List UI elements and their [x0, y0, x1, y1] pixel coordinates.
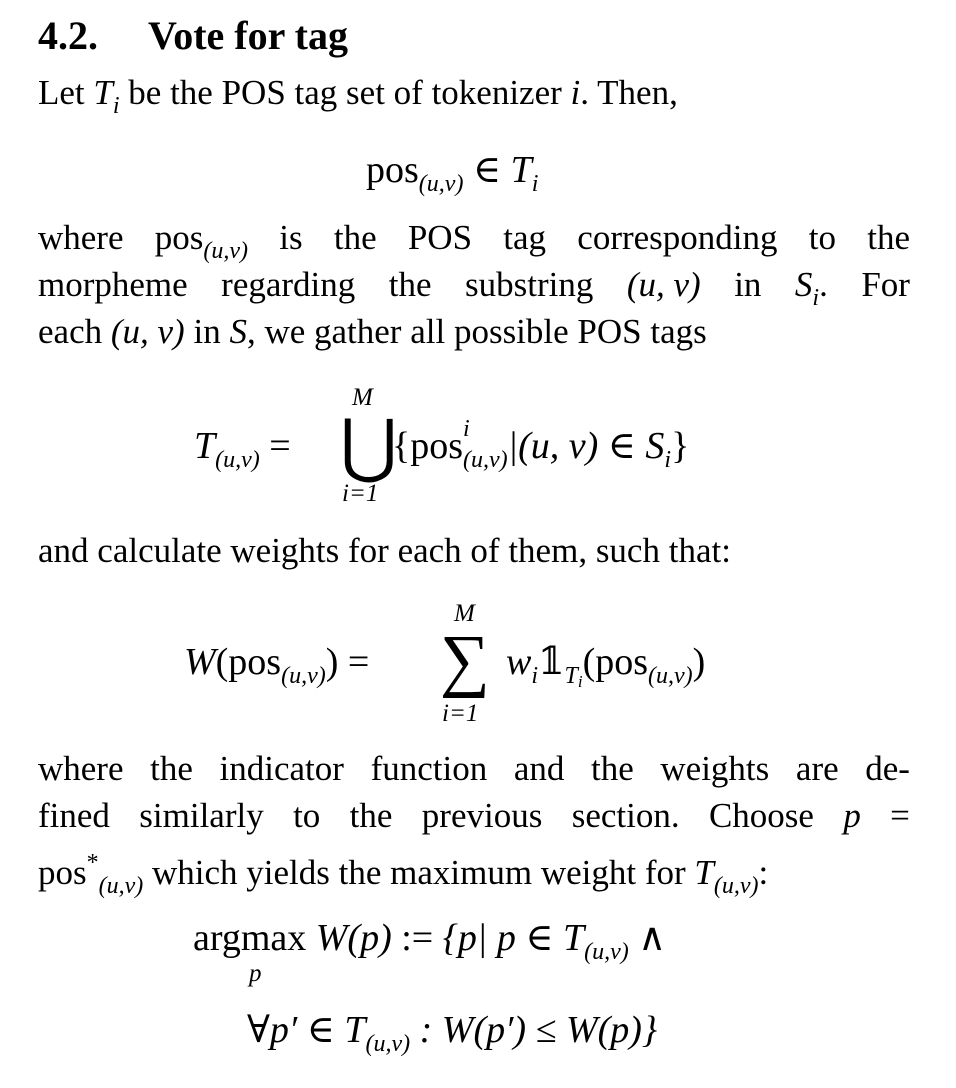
sum-body: $w_i𝟙_{Ti}(pos_{(u,v)})$ [506, 641, 706, 691]
equation-pos-in-T: pos$_{(u,v)}$ ∈ $T_i$ [366, 149, 539, 197]
paragraph-2-line-1: where pos$_{(u,v)}$ is the POS tag corresponding to the [38, 218, 910, 264]
union-upper-limit: M [352, 384, 373, 411]
paragraph-1: Let $T_i$ be the POS tag set of tokenizer i. Then, [38, 73, 678, 119]
sum-upper-limit: M [454, 600, 475, 627]
argmax-line-2: ∀p′ ∈ $T_{(u,v)}$ : W(p′) ≤ W(p)} [247, 1009, 658, 1057]
paragraph-3: and calculate weights for each of them, such that: [38, 531, 731, 570]
union-set: {pos i $_{(u,v)}$|(u, v) ∈ $S_i$} [392, 416, 690, 473]
paragraph-4-line-1: where the indicator function and the weights are de- [38, 749, 910, 788]
argmax-line-1: argmax W(p) := {p| p ∈ $T_{(u,v)}$ ∧ [193, 917, 667, 965]
section-title: Vote for tag [148, 13, 348, 58]
paragraph-4-line-3: pos*$_{(u,v)}$ which yields the maximum weight for $T_{(u,v)}$: [38, 850, 769, 899]
union-lower-limit: i=1 [342, 480, 379, 507]
paragraph-2-line-3: each (u, v) in S, we gather all possible POS tags [38, 312, 707, 351]
section-number: 4.2. [38, 13, 98, 58]
sum-lower-limit: i=1 [442, 700, 479, 727]
paragraph-4-line-2: fined similarly to the previous section. Choose p = [38, 796, 910, 835]
union-operator: ⋃ [340, 408, 398, 485]
argmax-subscript: p [249, 960, 262, 987]
sum-operator: ∑ [440, 622, 490, 699]
paragraph-2-line-2: morpheme regarding the substring (u, v) in $S_i$. For [38, 265, 910, 311]
union-lhs: $T_{(u,v)}$ = [194, 425, 291, 473]
sum-lhs: W(pos$_{(u,v)}$) = [184, 641, 370, 689]
